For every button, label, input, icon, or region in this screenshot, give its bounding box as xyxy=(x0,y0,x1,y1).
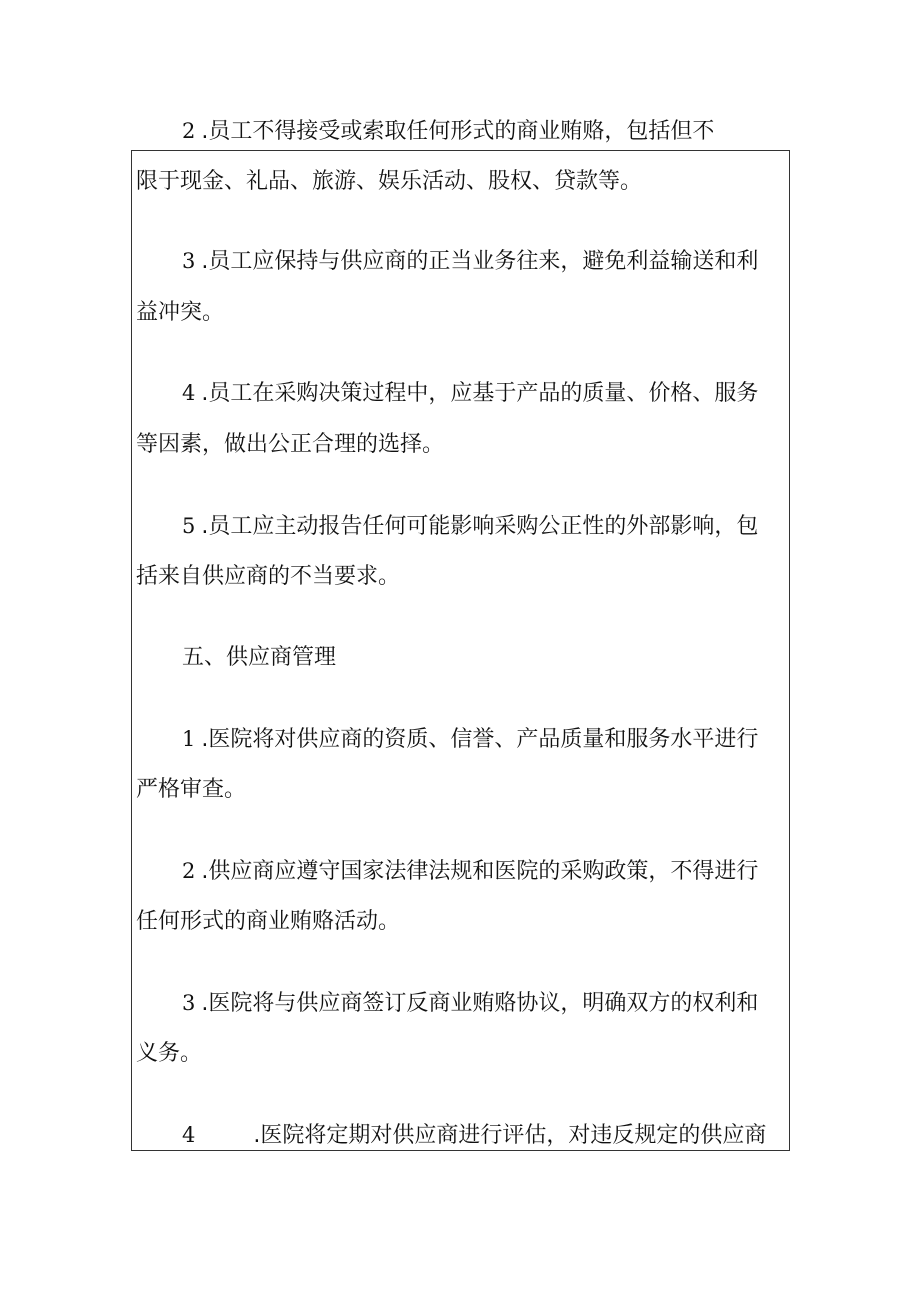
item-text: .医院将定期对供应商进行评估，对违反规定的供应商 xyxy=(253,1123,767,1148)
item-text: .员工应主动报告任何可能影响采购公正性的外部影响，包 xyxy=(201,514,759,539)
item-number: 3 xyxy=(182,249,196,273)
item-text: .员工应保持与供应商的正当业务往来，避免利益输送和利 xyxy=(201,249,759,274)
supplier-item-2-line-2: 任何形式的商业贿赂活动。 xyxy=(136,909,401,934)
supplier-item-2-line-1 xyxy=(182,856,788,887)
item-number: 3 xyxy=(182,991,196,1015)
item-number: 5 xyxy=(182,514,196,538)
supplier-item-1-line-1 xyxy=(182,724,788,755)
item-3-line-2: 益冲突。 xyxy=(136,300,225,325)
item-3-line-1 xyxy=(182,246,788,277)
item-number: 2 xyxy=(182,119,196,143)
item-number: 4 xyxy=(182,1123,196,1147)
item-number: 2 xyxy=(182,859,196,883)
supplier-item-3-line-2: 义务。 xyxy=(136,1041,203,1066)
item-text: .医院将对供应商的资质、信誉、产品质量和服务水平进行 xyxy=(201,727,759,752)
item-text: .员工在采购决策过程中，应基于产品的质量、价格、服务 xyxy=(201,381,759,406)
supplier-item-3-line-1 xyxy=(182,988,788,1019)
item-2-line-1 xyxy=(182,116,788,147)
supplier-item-1-line-2: 严格审查。 xyxy=(136,777,247,802)
item-5-line-2: 括来自供应商的不当要求。 xyxy=(136,564,401,589)
item-2-line-2: 限于现金、礼品、旅游、娱乐活动、股权、贷款等。 xyxy=(136,169,643,194)
item-text: .供应商应遵守国家法律法规和医院的采购政策，不得进行 xyxy=(201,859,759,884)
section-heading: 五、供应商管理 xyxy=(182,645,337,670)
item-number: 1 xyxy=(182,727,196,751)
item-number: 4 xyxy=(182,381,196,405)
item-4-line-1 xyxy=(182,378,788,409)
item-5-line-1 xyxy=(182,511,788,542)
supplier-item-4-line-1 xyxy=(182,1120,788,1151)
item-text: .员工不得接受或索取任何形式的商业贿赂，包括但不 xyxy=(201,119,715,144)
item-4-line-2: 等因素，做出公正合理的选择。 xyxy=(136,432,445,457)
item-text: .医院将与供应商签订反商业贿赂协议，明确双方的权利和 xyxy=(201,991,759,1016)
